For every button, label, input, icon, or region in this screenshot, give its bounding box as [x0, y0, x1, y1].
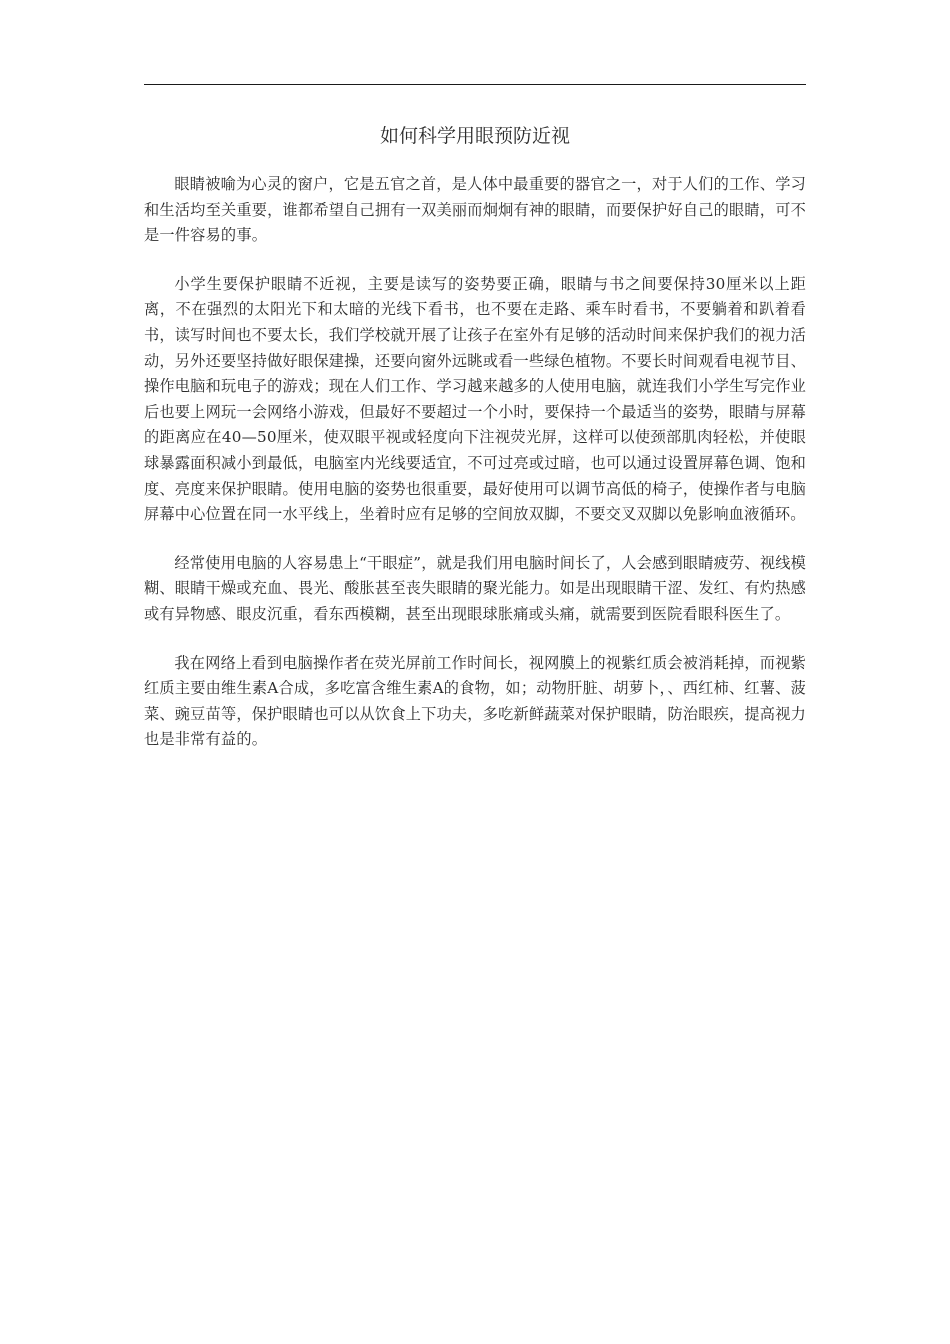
document-title: 如何科学用眼预防近视 — [379, 125, 570, 147]
paragraph-nutrition: 我在网络上看到电脑操作者在荧光屏前工作时间长，视网膜上的视紫红质会被消耗掉，而视紫红质主要由维生素A合成，多吃富含维生素A的食物，如；动物肝脏、胡萝卜，、西红柿、红薯、菠菜、豌豆苗等，保护眼睛也可以从饮食上下功夫，多吃新鲜蔬菜对保护眼睛，防治眼疾，提高视力也是非常有益的。 — [144, 653, 806, 749]
paragraph-posture: 小学生要保护眼睛不近视，主要是读写的姿势要正确，眼睛与书之间要保持30厘米以上距离，不在强烈的太阳光下和太暗的光线下看书，也不要在走路、乘车时看书，不要躺着和趴着看书，读写时间也不要太长，我们学校就开展了让孩子在室外有足够的活动时间来保护我们的视力活动，另外还要坚持做好眼保建操，还要向窗外远眺或看一些绿色植物。不要长时间观看电视节目、操作电脑和玩电子的游戏；现在人们工作、学习越来越多的人使用电脑，就连我们小学生写完作业后也要上网玩一会网络小游戏，但最好不要超过一个小时，要保持一个最适当的姿势，眼睛与屏幕的距离应在40—50厘米，使双眼平视或轻度向下注视荧光屏，这样可以使颈部肌肉轻松，并使眼球暴露面积减小到最低，电脑室内光线要适宜，不可过亮或过暗，也可以通过设置屏幕色调、饱和度、亮度来保护眼睛。使用电脑的姿势也很重要，最好使用可以调节高低的椅子，使操作者与电脑屏幕中心位置在同一水平线上，坐着时应有足够的空间放双脚，不要交叉双脚以免影响血液循环。 — [144, 274, 806, 524]
paragraph-dry-eye: 经常使用电脑的人容易患上“干眼症”，就是我们用电脑时间长了，人会感到眼睛疲劳、视线模糊、眼睛干燥或充血、畏光、酸胀甚至丧失眼睛的聚光能力。如是出现眼睛干涩、发红、有灼热感或有异物感、眼皮沉重，看东西模糊，甚至出现眼球胀痛或头痛，就需要到医院看眼科医生了。 — [144, 553, 806, 623]
header-rule — [144, 84, 806, 85]
paragraph-intro: 眼睛被喻为心灵的窗户，它是五官之首，是人体中最重要的器官之一，对于人们的工作、学习和生活均至关重要，谁都希望自己拥有一双美丽而炯炯有神的眼睛，而要保护好自己的眼睛，可不是一件容易的事。 — [144, 175, 806, 245]
document-body — [144, 172, 806, 776]
